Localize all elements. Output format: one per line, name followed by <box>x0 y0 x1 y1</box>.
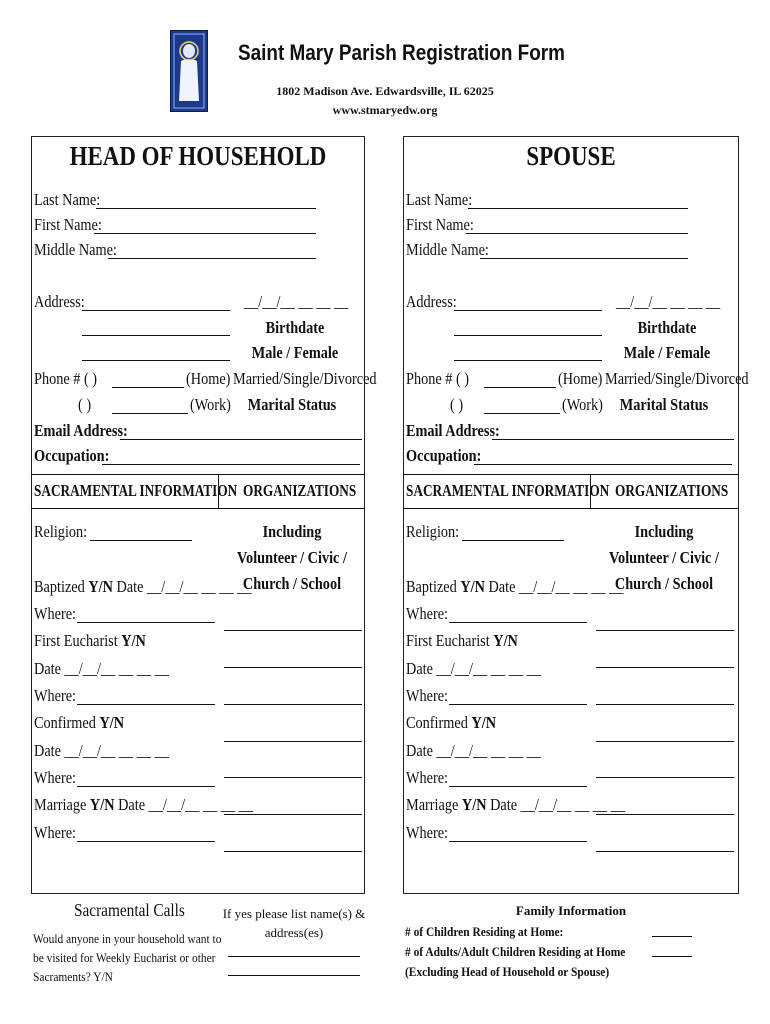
work-label: (Work) <box>190 395 231 414</box>
spouse-marital-options[interactable]: Married/Single/Divorced <box>605 369 749 388</box>
form-title: Saint Mary Parish Registration Form <box>238 40 565 65</box>
baptized-label: Baptized <box>34 577 85 596</box>
spouse-eucharist-date-label: Date <box>406 659 433 678</box>
middle-name-label: Middle Name: <box>34 240 117 259</box>
calls-question-line-1: Would anyone in your household want to <box>33 931 222 946</box>
spouse-phone-label: Phone # ( ) <box>406 369 470 388</box>
confirmed-label: Confirmed <box>34 713 96 732</box>
email-label: Email Address: <box>34 421 128 440</box>
spouse-birthdate-label: Birthdate <box>637 318 697 337</box>
spouse-first-name-field[interactable] <box>466 218 688 234</box>
baptized-where-field[interactable] <box>77 607 215 623</box>
organization-line[interactable] <box>224 851 362 852</box>
spouse-first-eucharist-yn[interactable]: Y/N <box>493 631 518 650</box>
org-church: Church / School <box>242 574 342 593</box>
religion-label: Religion: <box>34 522 88 541</box>
list-names-line-1: If yes please list name(s) & <box>222 906 366 921</box>
spouse-marital-status-label: Marital Status <box>619 395 709 414</box>
excluding-note: (Excluding Head of Household or Spouse) <box>405 964 610 979</box>
spouse-occupation-label: Occupation: <box>406 446 482 465</box>
spouse-religion-label: Religion: <box>406 522 460 541</box>
children-at-home-label: # of Children Residing at Home: <box>405 924 564 939</box>
head-title: HEAD OF HOUSEHOLD <box>69 141 327 171</box>
confirmed-where-label: Where: <box>34 768 77 787</box>
adults-count-field[interactable] <box>652 956 692 957</box>
address-line-3[interactable] <box>82 345 230 361</box>
spouse-organization-line[interactable] <box>596 630 734 631</box>
spouse-work-label: (Work) <box>562 395 603 414</box>
spouse-middle-name-field[interactable] <box>480 243 688 259</box>
occupation-label: Occupation: <box>34 446 110 465</box>
eucharist-where-field[interactable] <box>77 689 215 705</box>
spouse-confirmed-label: Confirmed <box>406 713 468 732</box>
spouse-baptized-where-label: Where: <box>406 604 449 623</box>
work-phone-paren: ( ) <box>78 395 92 414</box>
spouse-first-eucharist-label: First Eucharist <box>406 631 490 650</box>
spouse-gender-options[interactable]: Male / Female <box>623 343 711 362</box>
address-line-1[interactable] <box>82 295 230 311</box>
organization-line[interactable] <box>224 741 362 742</box>
visit-name-line[interactable] <box>228 956 360 957</box>
spouse-organization-line[interactable] <box>596 741 734 742</box>
spouse-marriage-where-label: Where: <box>406 823 449 842</box>
spouse-middle-name-label: Middle Name: <box>406 240 489 259</box>
baptized-date-label: Date <box>116 577 144 596</box>
org-including: Including <box>262 522 322 541</box>
spouse-marriage-date-label: Date <box>490 795 518 814</box>
divider <box>403 508 739 509</box>
parish-website[interactable]: www.stmaryedw.org <box>332 103 438 117</box>
spouse-marriage-yn[interactable]: Y/N <box>461 795 487 814</box>
eucharist-date-field[interactable]: __/__/__ __ __ __ <box>64 659 169 678</box>
calls-question-line-2: be visited for Weekly Eucharist or other <box>33 950 216 965</box>
spouse-marriage-label: Marriage <box>406 795 459 814</box>
adults-at-home-label: # of Adults/Adult Children Residing at Home <box>405 944 626 959</box>
religion-field[interactable] <box>90 525 192 541</box>
last-name-field[interactable] <box>96 193 316 209</box>
sacramental-calls-heading: Sacramental Calls <box>74 900 185 920</box>
spouse-eucharist-date-field[interactable]: __/__/__ __ __ __ <box>436 659 541 678</box>
spouse-confirmed-yn[interactable]: Y/N <box>471 713 497 732</box>
marriage-where-label: Where: <box>34 823 77 842</box>
spouse-address-line-3[interactable] <box>454 345 602 361</box>
spouse-confirmed-where-label: Where: <box>406 768 449 787</box>
organization-line[interactable] <box>224 667 362 668</box>
organizations-header: ORGANIZATIONS <box>243 481 357 500</box>
confirmed-yn[interactable]: Y/N <box>99 713 125 732</box>
eucharist-where-label: Where: <box>34 686 77 705</box>
spouse-eucharist-where-label: Where: <box>406 686 449 705</box>
baptized-date-field[interactable]: __/__/__ __ __ __ <box>147 577 252 596</box>
middle-name-field[interactable] <box>108 243 316 259</box>
spouse-title: SPOUSE <box>526 141 616 171</box>
marriage-date-label: Date <box>118 795 146 814</box>
last-name-label: Last Name: <box>34 190 101 209</box>
spouse-sacramental-info-header: SACRAMENTAL INFORMATION <box>406 481 610 500</box>
marital-status-label: Marital Status <box>247 395 337 414</box>
spouse-confirmed-where-field[interactable] <box>449 771 587 787</box>
email-field[interactable] <box>120 424 362 440</box>
org-volunteer: Volunteer / Civic / <box>237 548 347 567</box>
visit-name-line[interactable] <box>228 975 360 976</box>
spouse-marriage-where-field[interactable] <box>449 826 587 842</box>
spouse-organization-line[interactable] <box>596 777 734 778</box>
spouse-address-line-1[interactable] <box>454 295 602 311</box>
spouse-org-church: Church / School <box>614 574 714 593</box>
organization-line[interactable] <box>224 704 362 705</box>
baptized-yn[interactable]: Y/N <box>88 577 113 596</box>
organization-line[interactable] <box>224 777 362 778</box>
marriage-where-field[interactable] <box>77 826 215 842</box>
spouse-marriage-date-field[interactable]: __/__/__ __ __ __ <box>520 795 625 814</box>
spouse-home-label: (Home) <box>558 369 603 388</box>
first-eucharist-label: First Eucharist <box>34 631 118 650</box>
spouse-org-volunteer: Volunteer / Civic / <box>609 548 719 567</box>
first-name-label: First Name: <box>34 215 102 234</box>
first-eucharist-yn[interactable]: Y/N <box>121 631 146 650</box>
sacramental-info-header: SACRAMENTAL INFORMATION <box>34 481 238 500</box>
birthdate-field[interactable]: __/__/__ __ __ __ <box>244 292 349 311</box>
spouse-organization-line[interactable] <box>596 814 734 815</box>
marriage-yn[interactable]: Y/N <box>89 795 115 814</box>
eucharist-date-label: Date <box>34 659 61 678</box>
calls-question-line-3[interactable]: Sacraments? Y/N <box>33 969 113 984</box>
confirmed-date-label: Date <box>34 741 61 760</box>
confirmed-where-field[interactable] <box>77 771 215 787</box>
spouse-home-phone-field[interactable] <box>484 372 556 388</box>
parish-address: 1802 Madison Ave. Edwardsville, IL 62025 <box>276 84 494 98</box>
phone-label: Phone # ( ) <box>34 369 98 388</box>
spouse-last-name-label: Last Name: <box>406 190 473 209</box>
spouse-confirmed-date-label: Date <box>406 741 433 760</box>
marriage-label: Marriage <box>34 795 87 814</box>
parish-logo <box>170 30 208 112</box>
gender-options[interactable]: Male / Female <box>251 343 339 362</box>
spouse-occupation-field[interactable] <box>474 449 732 465</box>
marriage-date-field[interactable]: __/__/__ __ __ __ <box>148 795 253 814</box>
spouse-baptized-label: Baptized <box>406 577 457 596</box>
spouse-baptized-yn[interactable]: Y/N <box>460 577 485 596</box>
address-label: Address: <box>34 292 85 311</box>
spouse-eucharist-where-field[interactable] <box>449 689 587 705</box>
confirmed-date-field[interactable]: __/__/__ __ __ __ <box>64 741 169 760</box>
divider <box>403 474 739 475</box>
spouse-confirmed-date-field[interactable]: __/__/__ __ __ __ <box>436 741 541 760</box>
spouse-baptized-where-field[interactable] <box>449 607 587 623</box>
spouse-work-phone-field[interactable] <box>484 398 560 414</box>
first-name-field[interactable] <box>94 218 316 234</box>
spouse-birthdate-field[interactable]: __/__/__ __ __ __ <box>616 292 721 311</box>
home-phone-field[interactable] <box>112 372 184 388</box>
spouse-email-label: Email Address: <box>406 421 500 440</box>
spouse-baptized-date-label: Date <box>488 577 516 596</box>
spouse-first-name-label: First Name: <box>406 215 474 234</box>
home-label: (Home) <box>186 369 231 388</box>
organization-line[interactable] <box>224 814 362 815</box>
baptized-where-label: Where: <box>34 604 77 623</box>
spouse-organizations-header: ORGANIZATIONS <box>615 481 729 500</box>
children-count-field[interactable] <box>652 936 692 937</box>
spouse-work-phone-paren: ( ) <box>450 395 464 414</box>
family-info-heading: Family Information <box>515 903 627 918</box>
birthdate-label: Birthdate <box>265 318 325 337</box>
spouse-organization-line[interactable] <box>596 704 734 705</box>
occupation-field[interactable] <box>102 449 360 465</box>
spouse-organization-line[interactable] <box>596 667 734 668</box>
divider <box>31 474 365 475</box>
marital-options[interactable]: Married/Single/Divorced <box>233 369 377 388</box>
address-line-2[interactable] <box>82 320 230 336</box>
spouse-address-label: Address: <box>406 292 457 311</box>
spouse-last-name-field[interactable] <box>468 193 688 209</box>
work-phone-field[interactable] <box>112 398 188 414</box>
spouse-organization-line[interactable] <box>596 851 734 852</box>
spouse-org-including: Including <box>634 522 694 541</box>
list-names-line-2: address(es) <box>264 925 324 940</box>
spouse-baptized-date-field[interactable]: __/__/__ __ __ __ <box>519 577 624 596</box>
spouse-address-line-2[interactable] <box>454 320 602 336</box>
spouse-email-field[interactable] <box>492 424 734 440</box>
spouse-religion-field[interactable] <box>462 525 564 541</box>
organization-line[interactable] <box>224 630 362 631</box>
divider <box>31 508 365 509</box>
